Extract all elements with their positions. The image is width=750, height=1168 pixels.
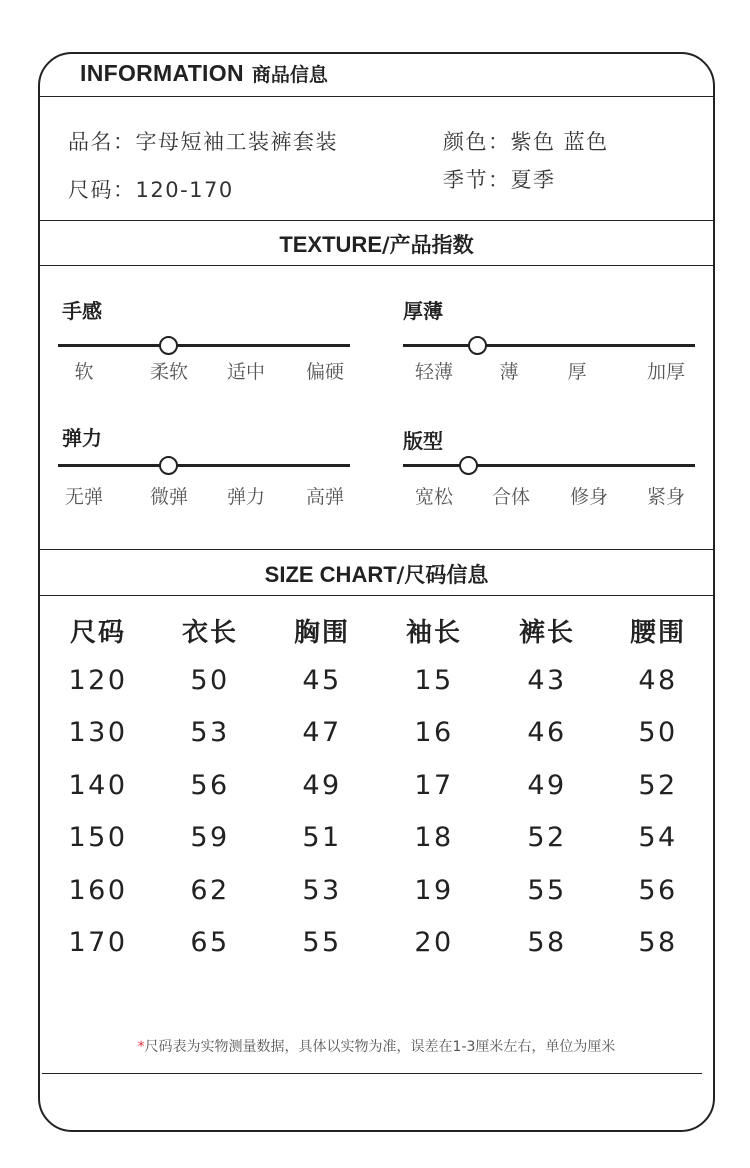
tick-label: 偏硬 — [305, 361, 345, 383]
size-note — [38, 1036, 715, 1056]
product-color: 颜色：紫色 蓝色 — [443, 130, 609, 154]
table-row — [40, 717, 713, 770]
tick-label: 紧身 — [646, 486, 686, 508]
table-header-cell: 裤长 — [518, 618, 576, 648]
tick-label: 无弹 — [64, 486, 104, 508]
table-cell: 16 — [414, 717, 454, 748]
table-cell: 59 — [190, 822, 230, 853]
table-cell: 140 — [68, 769, 128, 801]
table-cell: 62 — [190, 874, 230, 906]
table-cell: 52 — [638, 769, 678, 801]
size-table-header-row — [40, 612, 713, 665]
tick-label: 薄 — [499, 361, 519, 383]
table-cell: 53 — [302, 874, 342, 906]
slider-track — [58, 464, 350, 467]
divider — [38, 220, 715, 221]
product-name: 品名：字母短袖工装裤套装 — [68, 130, 338, 154]
tick-label: 厚 — [567, 361, 587, 383]
size-chart-section-title — [38, 559, 715, 589]
tick-label: 微弹 — [149, 486, 189, 508]
table-cell: 19 — [414, 874, 454, 906]
tick-label: 合体 — [491, 486, 531, 508]
table-header-cell: 尺码 — [69, 618, 127, 648]
table-header-cell: 腰围 — [629, 618, 687, 648]
slider-track — [403, 344, 695, 347]
table-cell: 20 — [414, 927, 454, 958]
table-cell: 56 — [638, 874, 678, 906]
table-row — [40, 770, 713, 823]
divider — [38, 96, 715, 97]
tick-label: 修身 — [569, 486, 609, 508]
slider-knob — [159, 336, 178, 355]
fit-ticks — [403, 482, 695, 508]
table-cell: 65 — [190, 927, 230, 958]
tick-label: 加厚 — [646, 361, 686, 383]
elasticity-slider — [58, 454, 350, 478]
texture-label-fit: 版型 — [403, 429, 443, 453]
table-row — [40, 875, 713, 928]
hand-feel-slider — [58, 334, 350, 358]
table-cell: 54 — [638, 822, 678, 853]
tick-label: 柔软 — [149, 361, 189, 383]
table-cell: 120 — [68, 664, 128, 696]
texture-label-hand-feel: 手感 — [62, 299, 102, 323]
divider — [38, 549, 715, 550]
texture-section-title — [38, 229, 715, 259]
table-header-cell: 胸围 — [293, 618, 351, 648]
product-season: 季节：夏季 — [443, 168, 556, 192]
hand-feel-ticks — [58, 357, 350, 383]
table-cell: 45 — [302, 664, 342, 696]
table-cell: 150 — [68, 822, 128, 853]
table-cell: 52 — [527, 822, 567, 853]
table-header-cell: 衣长 — [181, 618, 239, 648]
table-cell: 48 — [638, 664, 678, 696]
tick-label: 高弹 — [305, 486, 345, 508]
divider — [38, 595, 715, 596]
slider-knob — [468, 336, 487, 355]
table-cell: 47 — [302, 717, 342, 748]
elasticity-ticks — [58, 482, 350, 508]
table-header-cell: 袖长 — [405, 618, 463, 648]
slider-track — [58, 344, 350, 347]
tick-label: 软 — [74, 361, 94, 383]
texture-label-elasticity: 弹力 — [62, 426, 102, 450]
slider-knob — [459, 456, 478, 475]
table-cell: 58 — [638, 927, 678, 958]
tick-label: 弹力 — [226, 486, 266, 508]
note-asterisk: * — [137, 1039, 145, 1055]
table-cell: 50 — [190, 664, 230, 696]
product-size-range: 尺码：120-170 — [68, 178, 234, 202]
fit-slider — [403, 454, 695, 478]
slider-track — [403, 464, 695, 467]
table-row — [40, 927, 713, 980]
slider-knob — [159, 456, 178, 475]
table-cell: 15 — [414, 664, 454, 696]
divider — [42, 1073, 702, 1074]
texture-title-en: TEXTURE — [279, 232, 382, 257]
information-title-en: INFORMATION — [80, 60, 244, 86]
table-cell: 53 — [190, 717, 230, 748]
texture-title-zh: /产品指数 — [382, 233, 474, 257]
table-cell: 56 — [190, 769, 230, 801]
table-cell: 55 — [527, 874, 567, 906]
table-row — [40, 665, 713, 718]
note-text: 尺码表为实物测量数据，具体以实物为准，误差在1-3厘米左右，单位为厘米 — [144, 1039, 616, 1055]
table-cell: 49 — [527, 769, 567, 801]
table-cell: 160 — [68, 874, 128, 906]
size-table — [40, 612, 713, 980]
information-header — [80, 60, 328, 90]
information-title-zh: 商品信息 — [251, 64, 328, 86]
table-cell: 170 — [68, 927, 128, 958]
divider — [38, 265, 715, 266]
thickness-slider — [403, 334, 695, 358]
tick-label: 宽松 — [414, 486, 454, 508]
table-cell: 46 — [527, 717, 567, 748]
table-cell: 51 — [302, 822, 342, 853]
table-cell: 17 — [414, 769, 454, 801]
thickness-ticks — [403, 357, 695, 383]
tick-label: 适中 — [226, 361, 266, 383]
size-chart-title-zh: /尺码信息 — [396, 563, 489, 587]
table-cell: 58 — [527, 927, 567, 958]
table-cell: 18 — [414, 822, 454, 853]
table-cell: 49 — [302, 769, 342, 801]
texture-label-thickness: 厚薄 — [403, 299, 443, 323]
table-cell: 50 — [638, 717, 678, 748]
table-cell: 43 — [527, 664, 567, 696]
table-row — [40, 822, 713, 875]
table-cell: 130 — [68, 717, 128, 748]
tick-label: 轻薄 — [414, 361, 454, 383]
size-chart-title-en: SIZE CHART — [264, 562, 397, 587]
table-cell: 55 — [302, 927, 342, 958]
